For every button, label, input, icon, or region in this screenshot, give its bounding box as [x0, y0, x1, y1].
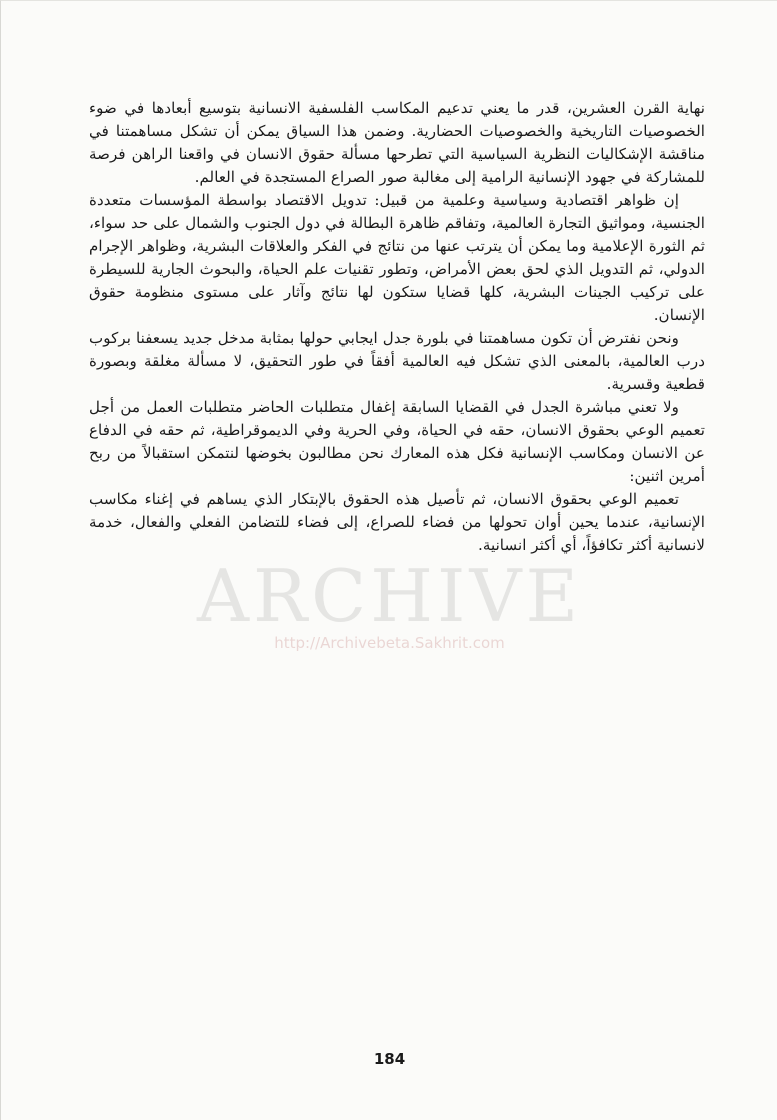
body-text	[89, 97, 705, 557]
paragraph-1: نهاية القرن العشرين، قدر ما يعني تدعيم المكاسب الفلسفية الانسانية بتوسيع أبعادها في ضوء الخصوصيات التاريخية والخصوصيات الحضارية. وضمن هذا السياق يمكن أن تشكل مساهمتنا في مناقشة الإشكاليات النظرية السياسية التي تطرحها مسألة حقوق الانسان في واقعنا الراهن فرصة للمشاركة في جهود الإنسانية الرامية إلى مغالبة صور الصراع المستجدة في العالم.	[89, 99, 705, 186]
paragraph-3: ونحن نفترض أن تكون مساهمتنا في بلورة جدل ايجابي حولها بمثابة مدخل جديد يسعفنا بركوب درب العالمية، بالمعنى الذي تشكل فيه العالمية أفقاً في طور التحقيق، لا مسألة مغلقة وبصورة قطعية وقسرية.	[89, 329, 705, 393]
archive-watermark-url: http://Archivebeta.Sakhrit.com	[274, 634, 505, 652]
archive-watermark: ARCHIVE	[196, 554, 583, 638]
paragraph-5: تعميم الوعي بحقوق الانسان، ثم تأصيل هذه الحقوق بالإبتكار الذي يساهم في إغناء مكاسب الإنسانية، عندما يحين أوان تحولها من فضاء للصراع، إلى فضاء للتضامن الفعلي والفعال، خدمة لانسانية أكثر تكافؤاً، أي أكثر انسانية.	[89, 490, 705, 554]
paragraph-2: إن ظواهر اقتصادية وسياسية وعلمية من قبيل: تدويل الاقتصاد بواسطة المؤسسات متعددة الجنسية، ومواثيق التجارة العالمية، وتفاقم ظاهرة البطالة في دول الجنوب والشمال على حد سواء، ثم الثورة الإعلامية وما يمكن أن يترتب عنها من نتائج في الفكر والعلاقات البشرية، وظواهر الإجرام الدولي، ثم التدويل الذي لحق بعض الأمراض، وتطور تقنيات علم الحياة، والبحوث الجارية للسيطرة على تركيب الجينات البشرية، كلها قضايا ستكون لها نتائج وآثار على مستوى منظومة حقوق الإنسان.	[89, 191, 705, 324]
paragraph-4: ولا تعني مباشرة الجدل في القضايا السابقة إغفال متطلبات الحاضر متطلبات العمل من أجل تعميم الوعي بحقوق الانسان، حقه في الحياة، وفي الحرية وفي الديموقراطية، ثم حقه في الدفاع عن الانسان ومكاسب الإنسانية فكل هذه المعارك نحن مطالبون بخوضها لنتمكن استقبالاً من ربح أمرين اثنين:	[89, 398, 705, 485]
page-number: 184	[373, 1050, 406, 1068]
